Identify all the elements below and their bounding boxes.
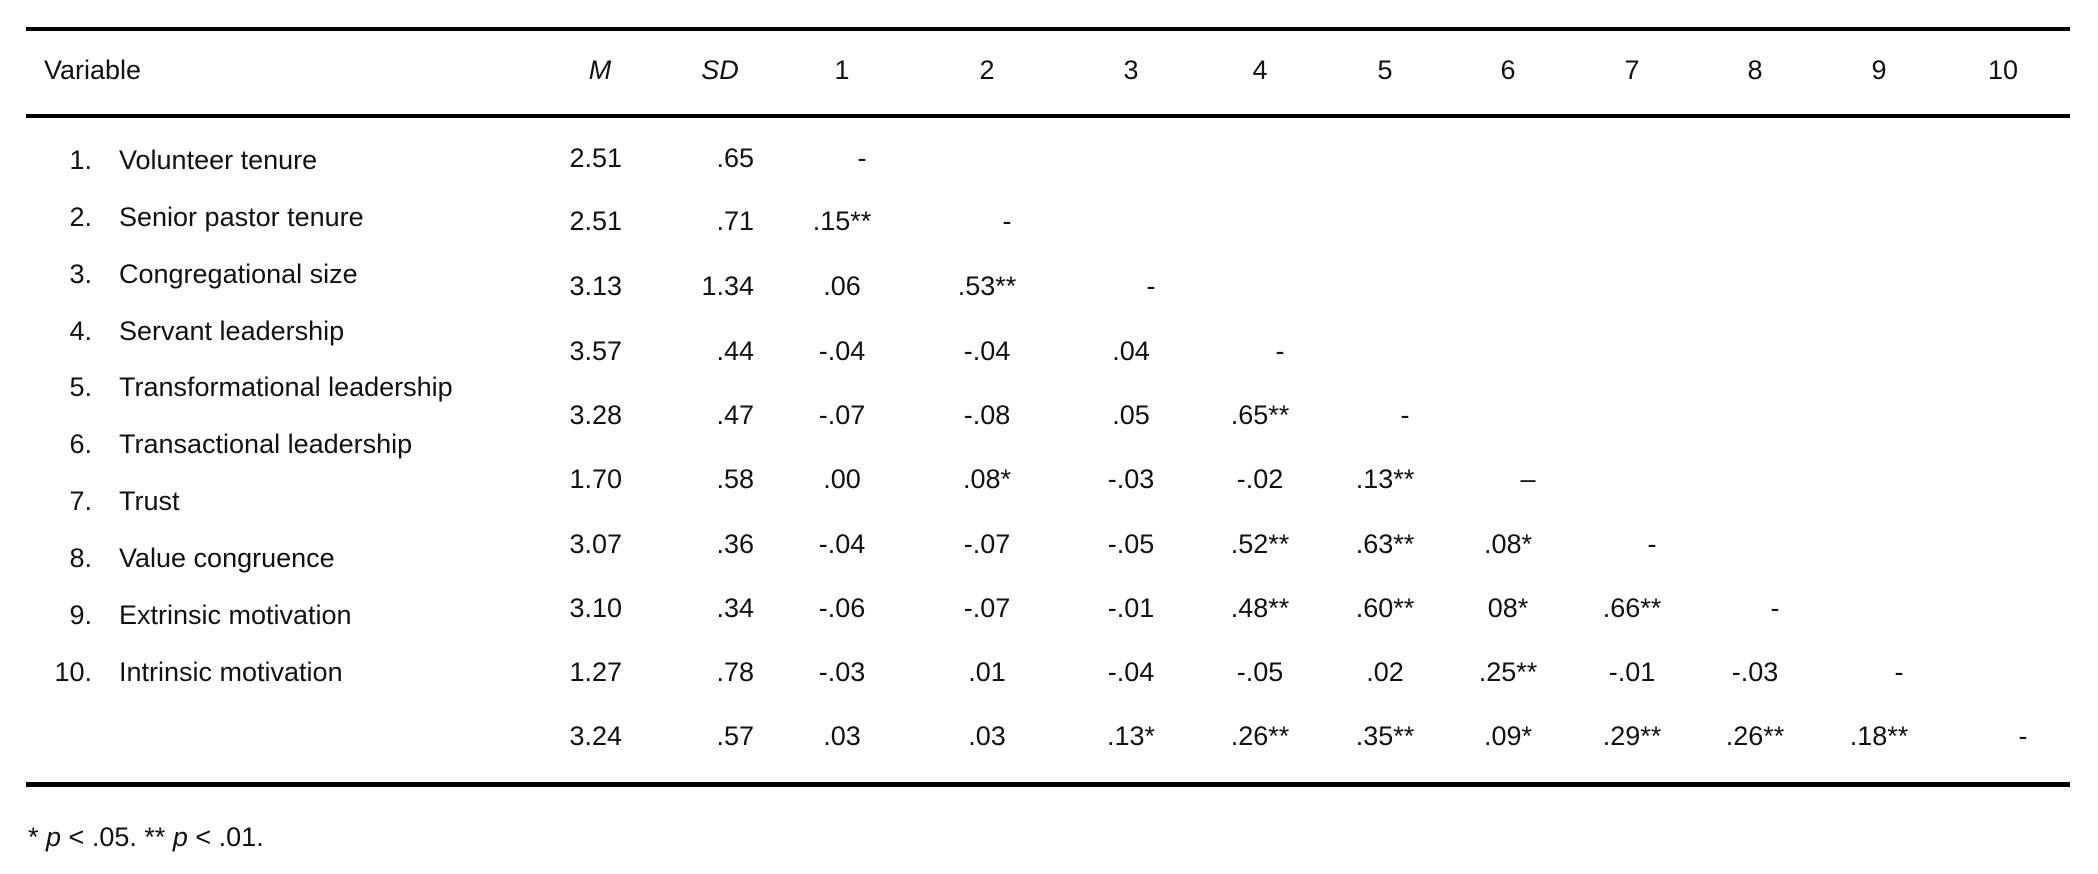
- correlation-cell: -.04: [818, 336, 866, 366]
- correlation-cell: -: [1400, 400, 1410, 430]
- variable-number: 7.: [69, 486, 92, 516]
- sd-cell: .71: [716, 206, 754, 236]
- correlation-cell: .03: [968, 721, 1006, 751]
- header-mean: M: [588, 55, 612, 85]
- footnote-p2: p: [172, 822, 188, 852]
- variable-number: 1.: [69, 145, 92, 175]
- correlation-cell: .29**: [1602, 721, 1662, 751]
- sd-cell: .65: [716, 143, 754, 173]
- correlation-cell: -.03: [818, 657, 866, 687]
- correlation-cell: -.01: [1107, 593, 1155, 623]
- variable-number: 3.: [69, 259, 92, 289]
- header-col-3: 3: [1123, 55, 1139, 85]
- header-col-5: 5: [1377, 55, 1393, 85]
- correlation-cell: -: [1894, 657, 1904, 687]
- correlation-cell: .53**: [957, 271, 1017, 301]
- correlation-cell: -.08: [963, 400, 1011, 430]
- correlation-cell: .26**: [1725, 721, 1785, 751]
- header-col-10: 10: [1987, 55, 2019, 85]
- sd-cell: .34: [716, 593, 754, 623]
- correlation-cell: .13**: [1355, 464, 1415, 494]
- sd-cell: .47: [716, 400, 754, 430]
- sd-cell: .58: [716, 464, 754, 494]
- header-sd: SD: [701, 55, 739, 85]
- correlation-cell: .08*: [962, 464, 1012, 494]
- variable-name: Transactional leadership: [119, 429, 413, 459]
- header-rule: [26, 114, 2070, 118]
- correlation-cell: -: [2018, 721, 2028, 751]
- variable-name: Volunteer tenure: [119, 145, 318, 175]
- correlation-cell: .48**: [1230, 593, 1290, 623]
- correlation-cell: .01: [968, 657, 1006, 687]
- correlation-cell: .03: [823, 721, 861, 751]
- correlation-cell: -: [1275, 336, 1285, 366]
- correlation-cell: -: [857, 143, 867, 173]
- correlation-cell: .02: [1366, 657, 1404, 687]
- correlation-cell: -.05: [1107, 529, 1155, 559]
- variable-number: 6.: [69, 429, 92, 459]
- correlation-cell: .04: [1112, 336, 1150, 366]
- header-col-2: 2: [979, 55, 995, 85]
- variable-number: 4.: [69, 316, 92, 346]
- variable-name: Trust: [119, 486, 180, 516]
- correlation-cell: .18**: [1849, 721, 1909, 751]
- mean-cell: 3.28: [569, 400, 622, 430]
- correlation-cell: -.01: [1608, 657, 1656, 687]
- variable-number: 5.: [69, 372, 92, 402]
- mean-cell: 3.13: [569, 271, 622, 301]
- correlation-cell: -: [1002, 206, 1012, 236]
- correlation-cell: .09*: [1483, 721, 1533, 751]
- correlation-cell: .13*: [1106, 721, 1156, 751]
- variable-number: 2.: [69, 202, 92, 232]
- sd-cell: .36: [716, 529, 754, 559]
- correlation-cell: .52**: [1230, 529, 1290, 559]
- correlation-cell: .15**: [812, 206, 872, 236]
- correlation-cell: -: [1770, 593, 1780, 623]
- sd-cell: 1.34: [701, 271, 754, 301]
- correlation-cell: .65**: [1230, 400, 1290, 430]
- sd-cell: .78: [716, 657, 754, 687]
- correlation-cell: -.07: [818, 400, 866, 430]
- variable-name: Intrinsic motivation: [119, 657, 343, 687]
- correlation-cell: 08*: [1487, 593, 1529, 623]
- mean-cell: 3.57: [569, 336, 622, 366]
- bottom-rule: [26, 782, 2070, 787]
- header-variable: Variable: [44, 55, 142, 85]
- mean-cell: 3.10: [569, 593, 622, 623]
- variable-number: 10.: [54, 657, 92, 687]
- sd-cell: .44: [716, 336, 754, 366]
- header-col-1: 1: [834, 55, 850, 85]
- mean-cell: 3.24: [569, 721, 622, 751]
- header-col-9: 9: [1871, 55, 1887, 85]
- variable-name: Servant leadership: [119, 316, 345, 346]
- variable-number: 9.: [69, 600, 92, 630]
- correlation-cell: .25**: [1478, 657, 1538, 687]
- correlation-cell: .66**: [1602, 593, 1662, 623]
- correlation-cell: -.07: [963, 593, 1011, 623]
- variable-name: Extrinsic motivation: [119, 600, 352, 630]
- correlation-cell: –: [1520, 464, 1536, 494]
- correlation-cell: -: [1647, 529, 1657, 559]
- correlation-cell: .06: [823, 271, 861, 301]
- header-col-6: 6: [1500, 55, 1516, 85]
- mean-cell: 3.07: [569, 529, 622, 559]
- footnote: [28, 820, 264, 854]
- correlation-cell: .35**: [1355, 721, 1415, 751]
- correlation-cell: .60**: [1355, 593, 1415, 623]
- mean-cell: 2.51: [569, 143, 622, 173]
- correlation-cell: .00: [823, 464, 861, 494]
- correlation-cell: -: [1146, 271, 1156, 301]
- correlation-cell: -.04: [963, 336, 1011, 366]
- footnote-p1: p: [46, 822, 62, 852]
- correlation-cell: -.02: [1236, 464, 1284, 494]
- correlation-cell: .63**: [1355, 529, 1415, 559]
- header-col-4: 4: [1252, 55, 1268, 85]
- variable-name: Congregational size: [119, 259, 358, 289]
- correlation-cell: .26**: [1230, 721, 1290, 751]
- correlation-cell: -.04: [1107, 657, 1155, 687]
- footnote-text1: < .05. **: [61, 822, 173, 852]
- variable-number: 8.: [69, 543, 92, 573]
- mean-cell: 2.51: [569, 206, 622, 236]
- correlation-cell: -.03: [1107, 464, 1155, 494]
- correlation-cell: -.03: [1731, 657, 1779, 687]
- variable-name: Transformational leadership: [119, 372, 453, 402]
- correlation-cell: .08*: [1483, 529, 1533, 559]
- correlation-cell: .05: [1112, 400, 1150, 430]
- variable-name: Senior pastor tenure: [119, 202, 364, 232]
- header-col-8: 8: [1747, 55, 1763, 85]
- top-rule: [26, 27, 2070, 31]
- mean-cell: 1.27: [569, 657, 622, 687]
- correlation-cell: -.06: [818, 593, 866, 623]
- mean-cell: 1.70: [569, 464, 622, 494]
- variable-name: Value congruence: [119, 543, 335, 573]
- header-col-7: 7: [1624, 55, 1640, 85]
- footnote-star: *: [28, 822, 47, 852]
- footnote-text2: < .01.: [187, 822, 264, 852]
- correlation-cell: -.07: [963, 529, 1011, 559]
- correlation-cell: -.04: [818, 529, 866, 559]
- correlation-cell: -.05: [1236, 657, 1284, 687]
- sd-cell: .57: [716, 721, 754, 751]
